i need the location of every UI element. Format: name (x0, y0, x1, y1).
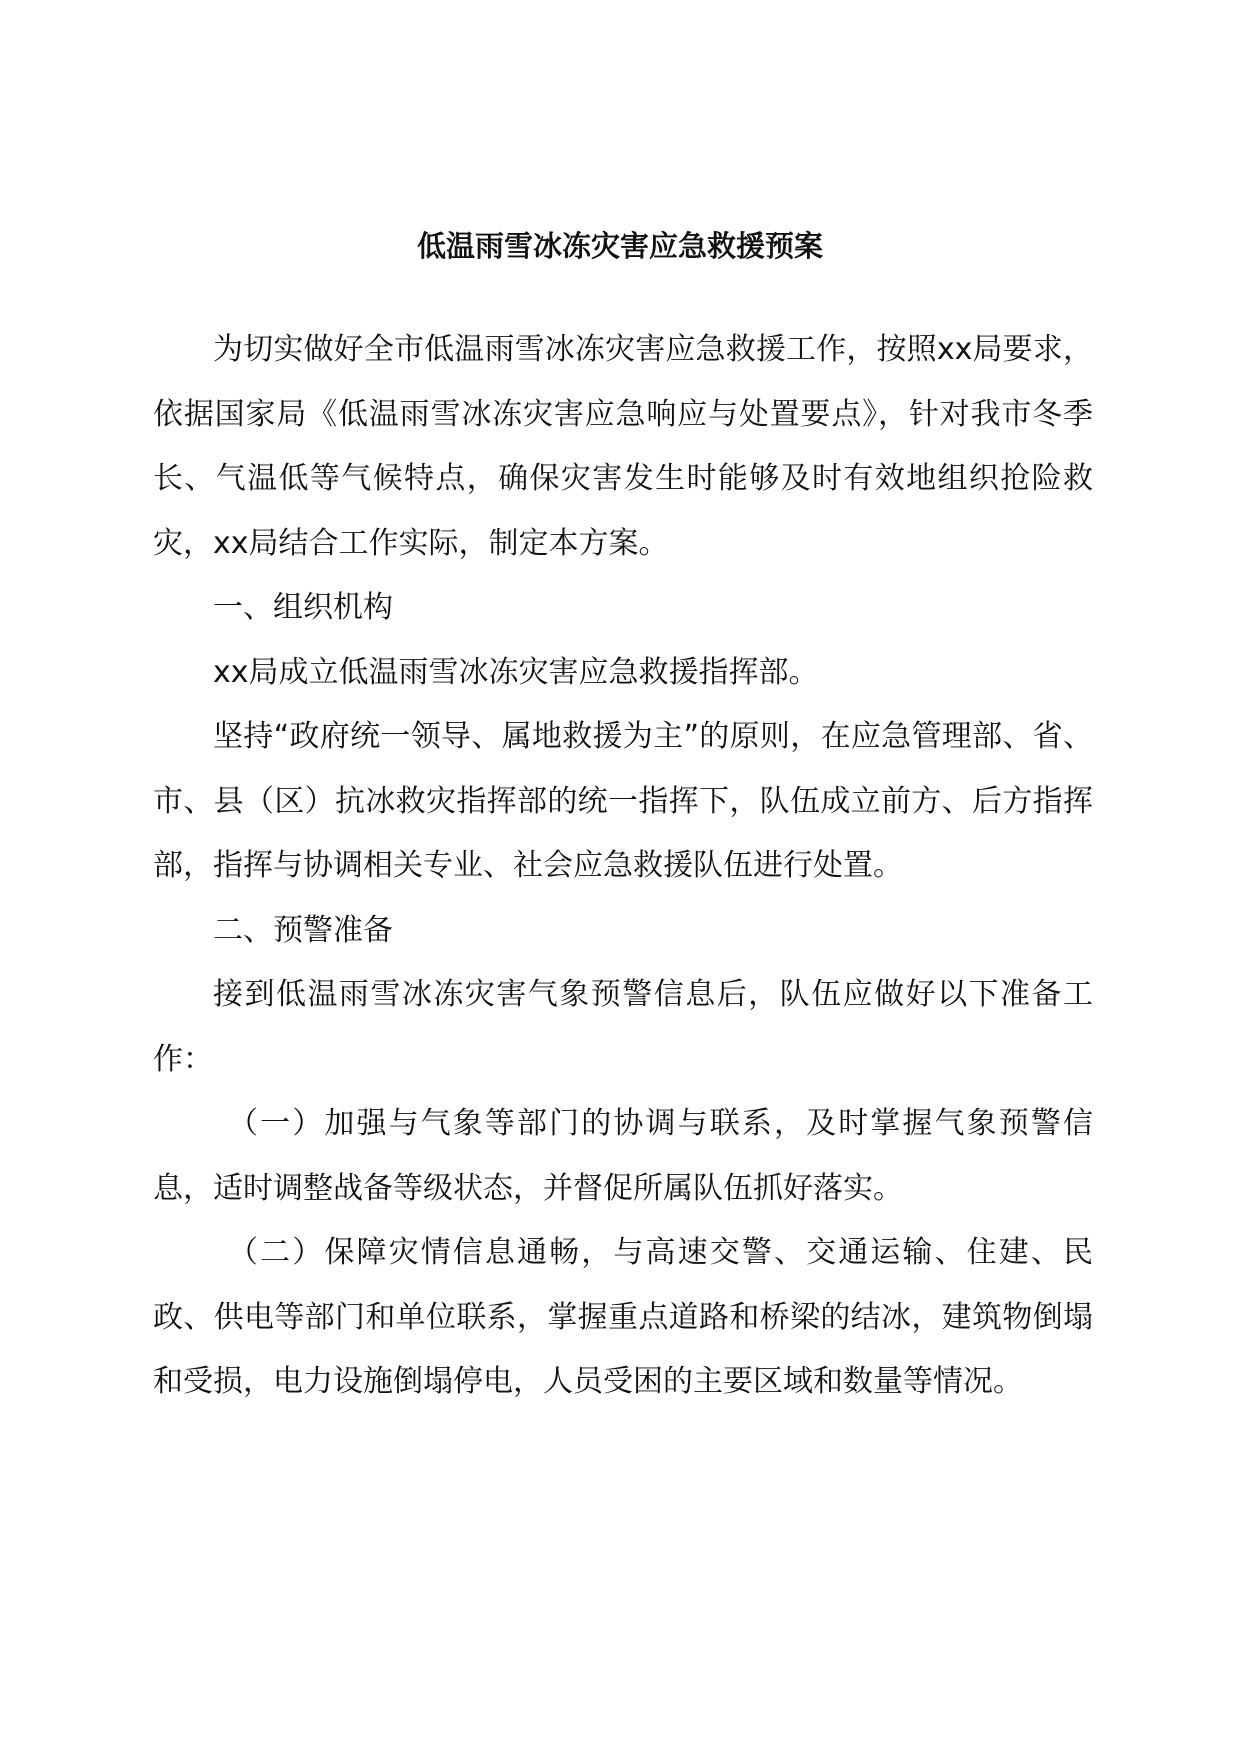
warning-item-one: （一）加强与气象等部门的协调与联系，及时掌握气象预警信息，适时调整战备等级状态，并督促所属队伍抓好落实。 (153, 1106, 1093, 1206)
section-heading-organization: 一、组织机构 (213, 590, 393, 625)
document-body (153, 318, 1093, 1415)
organization-paragraph: xx局成立低温雨雪冰冻灾害应急救援指挥部。 (213, 654, 819, 690)
warning-intro-paragraph: 接到低温雨雪冰冻灾害气象预警信息后，队伍应做好以下准备工作： (153, 977, 1093, 1077)
warning-item-two: （二）保障灾情信息通畅，与高速交警、交通运输、住建、民政、供电等部门和单位联系，掌握重点道路和桥梁的结冰，建筑物倒塌和受损，电力设施倒塌停电，人员受困的主要区域和数量等情况。 (153, 1235, 1093, 1399)
intro-paragraph: 为切实做好全市低温雨雪冰冻灾害应急救援工作，按照xx局要求，依据国家局《低温雨雪冰冻灾害应急响应与处置要点》，针对我市冬季长、气温低等气候特点，确保灾害发生时能够及时有效地组织抢险救灾，xx局结合工作实际，制定本方案。 (153, 332, 1093, 561)
section-heading-warning: 二、预警准备 (213, 912, 393, 948)
document-title: 低温雨雪冰冻灾害应急救援预案 (416, 229, 823, 263)
principle-paragraph: 坚持“政府统一领导、属地救援为主”的原则，在应急管理部、省、市、县（区）抗冰救灾指挥部的统一指挥下，队伍成立前方、后方指挥部，指挥与协调相关专业、社会应急救援队伍进行处置。 (153, 719, 1093, 883)
